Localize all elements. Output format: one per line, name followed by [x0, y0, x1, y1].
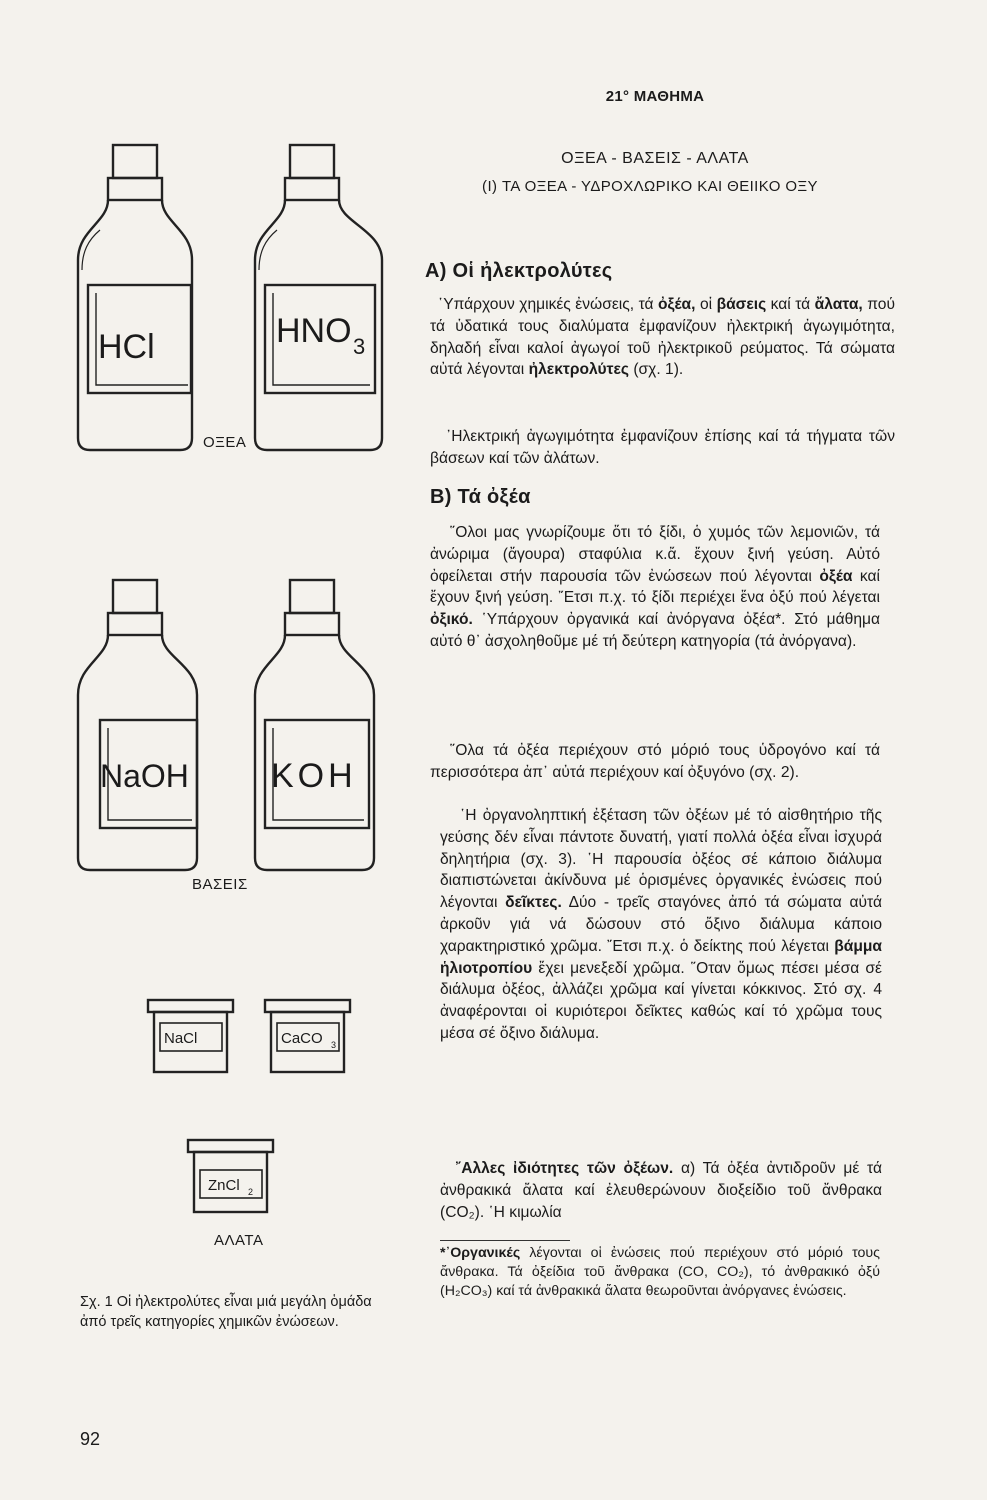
section-b-paragraph-1 — [430, 522, 880, 653]
text-run: (σχ. 1). — [629, 361, 684, 379]
figure-electrolytes — [60, 130, 420, 1280]
label-zncl2-sub: 2 — [248, 1187, 254, 1197]
section-b-paragraph-2: ῞Ολα τά ὀξέα περιέχουν στό μόριό τους ὑδρογόνο καί τά περισσότερα ἀπ᾿ αὐτά περιέχουν καί ὀξυγόνο (σχ. 2). — [430, 742, 880, 781]
label-caco3-sub: 3 — [331, 1040, 337, 1050]
text-run: ἔχει μενεξεδί χρῶμα. ῞Οταν ὅμως πέσει μέσα σέ διάλυμα ὀξέος, ἀλλάζει χρῶμα καί γίνεται κόκκινος. Στό σχ. 4 ἀναφέρονται οἱ κυριότεροι δεῖκτες καθώς καί τό χρῶμα τους μέσα σέ ὄξινο διάλυμα. — [440, 959, 882, 1042]
bottle-naoh-drawing — [78, 580, 197, 870]
bold-term-acids: ὀξέα — [819, 567, 853, 585]
section-b-paragraph-4 — [440, 1158, 882, 1223]
footnote-rule — [440, 1240, 570, 1241]
bold-term-other-properties: ῎Αλλες ἰδιότητες τῶν ὀξέων. — [456, 1160, 674, 1177]
label-koh: KOH — [271, 757, 357, 795]
page-subtitle: (I) ΤΑ ΟΞΕΑ - ΥΔΡΟΧΛΩΡΙΚΟ ΚΑΙ ΘΕΙΙΚΟ ΟΞΥ — [482, 178, 818, 195]
bottle-hcl-drawing — [78, 145, 192, 450]
label-hno3: HNO — [276, 312, 352, 350]
salts-group-label: ΑΛΑΤΑ — [214, 1232, 264, 1249]
bold-term-litmus: βάμμα ἡλιοτροπίου — [440, 937, 882, 977]
text-run: καί τά — [766, 296, 815, 313]
text-run: οἱ — [695, 296, 717, 313]
bold-term-indicators: δεῖκτες. — [505, 894, 562, 912]
footnote — [440, 1244, 880, 1302]
section-a-paragraph-2: ᾿Ηλεκτρική ἀγωγιμότητα ἐμφανίζουν ἐπίσης καί τά τήγματα τῶν βάσεων καί τῶν ἀλάτων. — [430, 428, 895, 467]
bottle-koh-drawing — [255, 580, 374, 870]
text-run: α) Τά ὀξέα ἀντιδροῦν μέ τά ἀνθρακικά ἄλατα καί ἐλευθερώνουν διοξείδιο τοῦ ἄνθρακα (CO₂). ῾Η κιμωλία — [440, 1160, 882, 1221]
text-run: πού τά ὑδατικά τους διαλύματα ἐμφανίζουν ἠλεκτρική ἀγωγιμότητα, δηλαδή εἶναι καλοί ἀγωγοί τοῦ ἠλεκτρικοῦ ρεύματος. Τά σώματα αὐτά λέγονται — [430, 296, 895, 379]
section-a-paragraph-1 — [430, 294, 895, 381]
label-hcl: HCl — [98, 328, 155, 366]
bold-term-salts: ἄλατα, — [814, 296, 863, 313]
section-a-heading: Α) Οἱ ἠλεκτρολύτες — [425, 260, 613, 282]
figure-caption: Σχ. 1 Οἱ ἠλεκτρολύτες εἶναι μιά μεγάλη ὁμάδα ἀπό τρεῖς κατηγορίες χημικῶν ἐνώσεων. — [80, 1294, 372, 1330]
bases-group-label: ΒΑΣΕΙΣ — [192, 876, 248, 893]
section-b-paragraph-3 — [440, 805, 882, 1045]
bold-term-bases: βάσεις — [716, 296, 767, 313]
bold-term-acids: ὀξέα, — [658, 296, 696, 313]
text-run: ῾Η ὀργανοληπτική ἐξέταση τῶν ὀξέων μέ τό αἰσθητήριο τῆς γεύσης δέν εἶναι πάντοτε δυνατή, γιατί πολλά ὀξέα εἶναι ἰσχυρά δηλητήρια (σχ. 3). ῾Η παρουσία ὀξέος σέ κάποιο διάλυμα διαπιστώνεται ἀκίνδυνα μέ ὁρισμένες ὀργανικές ἐνώσεις πού λέγονται — [440, 807, 882, 912]
text-run: λέγονται οἱ ἐνώσεις πού περιέχουν στό μόριό τους ἄνθρακα. Τά ὀξείδια τοῦ ἄνθρακα (CO, CO₂), τό ἀνθρακικό ὀξύ (H₂CO₃) καί τά ἀνθρακικά ἄλατα θεωροῦνται ἀνόργανες ἐνώσεις. — [440, 1245, 880, 1300]
bold-term-organic: *᾿Οργανικές — [440, 1245, 521, 1261]
text-run: ῾Υπάρχουν ὀργανικά καί ἀνόργανα ὀξέα*. Στό μάθημα αὐτό θ᾿ ἀσχοληθοῦμε μέ τή δεύτερη κατηγορία (τά ἀνόργανα). — [430, 611, 880, 650]
text-run: Δύο - τρεῖς σταγόνες ἀπό τά σώματα αὐτά ἀρκοῦν γιά νά δώσουν στό ὄξινο διάλυμα κάποιο χαρακτηριστικό χρῶμα. ῎Ετσι π.χ. ὁ δείκτης πού λέγεται — [440, 894, 882, 955]
label-nacl: NaCl — [164, 1030, 198, 1047]
text-run: ῞Ολοι μας γνωρίζουμε ὅτι τό ξίδι, ὁ χυμός τῶν λεμονιῶν, τά ἀνώριμα (ἄγουρα) σταφύλια κ.ἄ. ἔχουν ξινή γεύση. Αὐτό ὀφείλεται στήν παρουσία τῶν ἐνώσεων πού λέγονται — [430, 524, 880, 585]
acids-group-label: ΟΞΕΑ — [203, 434, 247, 451]
page-title: ΟΞΕΑ - ΒΑΣΕΙΣ - ΑΛΑΤΑ — [561, 150, 749, 167]
label-zncl2: ZnCl — [208, 1177, 240, 1194]
label-naoh: NaOH — [100, 758, 189, 794]
bold-term-acetic: ὀξικό. — [430, 611, 473, 629]
lesson-number: 21° ΜΑΘΗΜΑ — [605, 88, 705, 105]
bottle-hno3-drawing — [255, 145, 382, 450]
text-run: καί ἔχουν ξινή γεύση. ῎Ετσι π.χ. τό ξίδι περιέχει ἕνα ὀξύ πού λέγεται — [430, 567, 881, 607]
bold-term-electrolytes: ἠλεκτρολύτες — [528, 361, 630, 379]
text-run: ῾Υπάρχουν χημικές ἐνώσεις, τά — [438, 296, 659, 313]
label-caco3: CaCO — [281, 1030, 323, 1047]
section-b-heading: Β) Τά ὀξέα — [430, 486, 531, 508]
box-zncl2-drawing — [188, 1140, 273, 1212]
page-number: 92 — [80, 1429, 101, 1449]
label-hno3-sub: 3 — [353, 334, 366, 359]
